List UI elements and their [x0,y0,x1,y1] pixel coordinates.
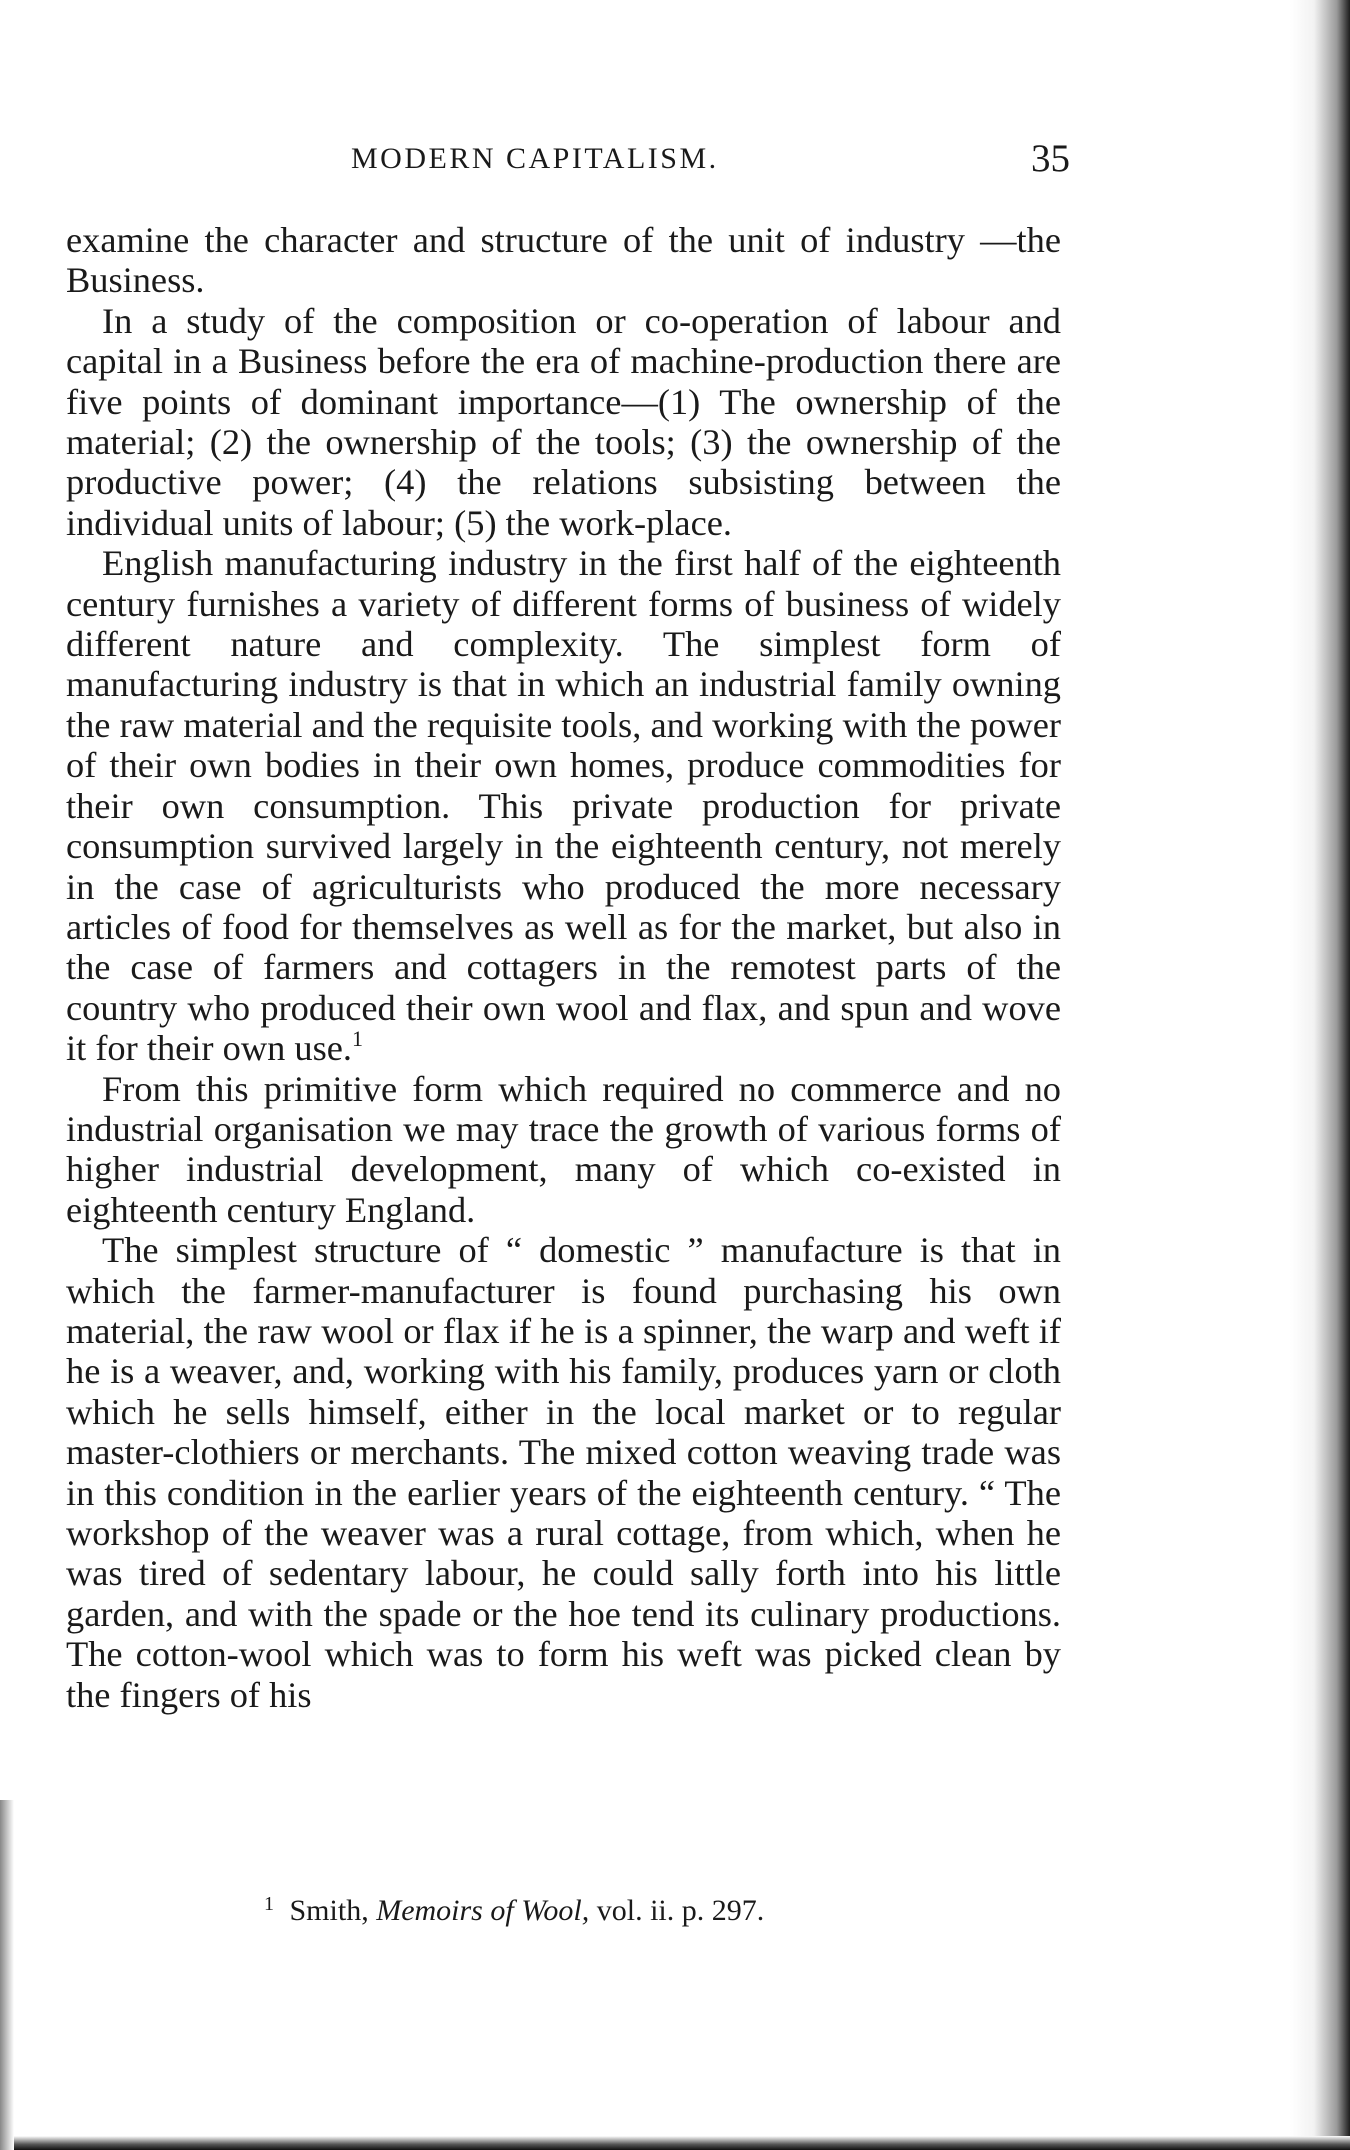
page-binding-edge [1290,0,1350,2150]
footnote-title: Memoirs of Wool, [376,1894,590,1927]
paragraph-1: examine the character and structure of the unit of industry —the Business. [66,220,1061,301]
footnote-author: Smith, [289,1894,369,1927]
page-number: 35 [1031,137,1070,180]
page-bottom-edge [0,2136,1350,2150]
footnote-reference: 1 [352,1026,364,1052]
paragraph-3-text: English manufacturing industry in the first half of the eighteenth century furnishes a variety of different forms of business of widely different nature and complexity. The simplest form of manufacturing industry is that in which an industrial family owning the raw material and the requisite tools, and working with the power of their own bodies in their own homes, produce commodities for their own consumption. This private production for private consumption survived largely in the eighteenth century, not merely in the case of agriculturists who produced the more necessary articles of food for themselves as well as for the market, but also in the case of farmers and cottagers in the remotest parts of the country who produced their own wool and flax, and spun and wove it for their own use. [66,543,1061,1069]
paragraph-4: From this primitive form which required no commerce and no industrial organisation we may trace the growth of various forms of higher industrial development, many of which co-existed in eighteenth century England. [66,1068,1061,1230]
page-left-edge [0,1800,14,2150]
running-head [66,137,1070,188]
paragraph-3 [66,543,1061,1068]
footnote-rest: vol. ii. p. 297. [596,1894,765,1927]
footnote-marker: 1 [264,1893,274,1915]
paragraph-5: The simplest structure of “ domestic ” manufacture is that in which the farmer-manufacturer is found purchasing his own material, the raw wool or flax if he is a spinner, the warp and weft if he is a weaver, and, working with his family, produces yarn or cloth which he sells himself, either in the local market or to regular master-clothiers or merchants. The mixed cotton weaving trade was in this condition in the earlier years of the eighteenth century. “ The workshop of the weaver was a rural cottage, from which, when he was tired of sedentary labour, he could sally forth into his little garden, and with the spade or the hoe tend its culinary productions. The cotton-wool which was to form his weft was picked clean by the fingers of his [66,1230,1061,1715]
footnote [264,1893,764,1928]
body-text [66,220,1061,1715]
running-title: MODERN CAPITALISM. [351,142,719,175]
paragraph-2: In a study of the composition or co-operation of labour and capital in a Business before the era of machine-production there are five points of dominant importance—(1) The ownership of the material; (2) the ownership of the tools; (3) the ownership of the productive power; (4) the relations subsisting between the individual units of labour; (5) the work-place. [66,300,1061,543]
